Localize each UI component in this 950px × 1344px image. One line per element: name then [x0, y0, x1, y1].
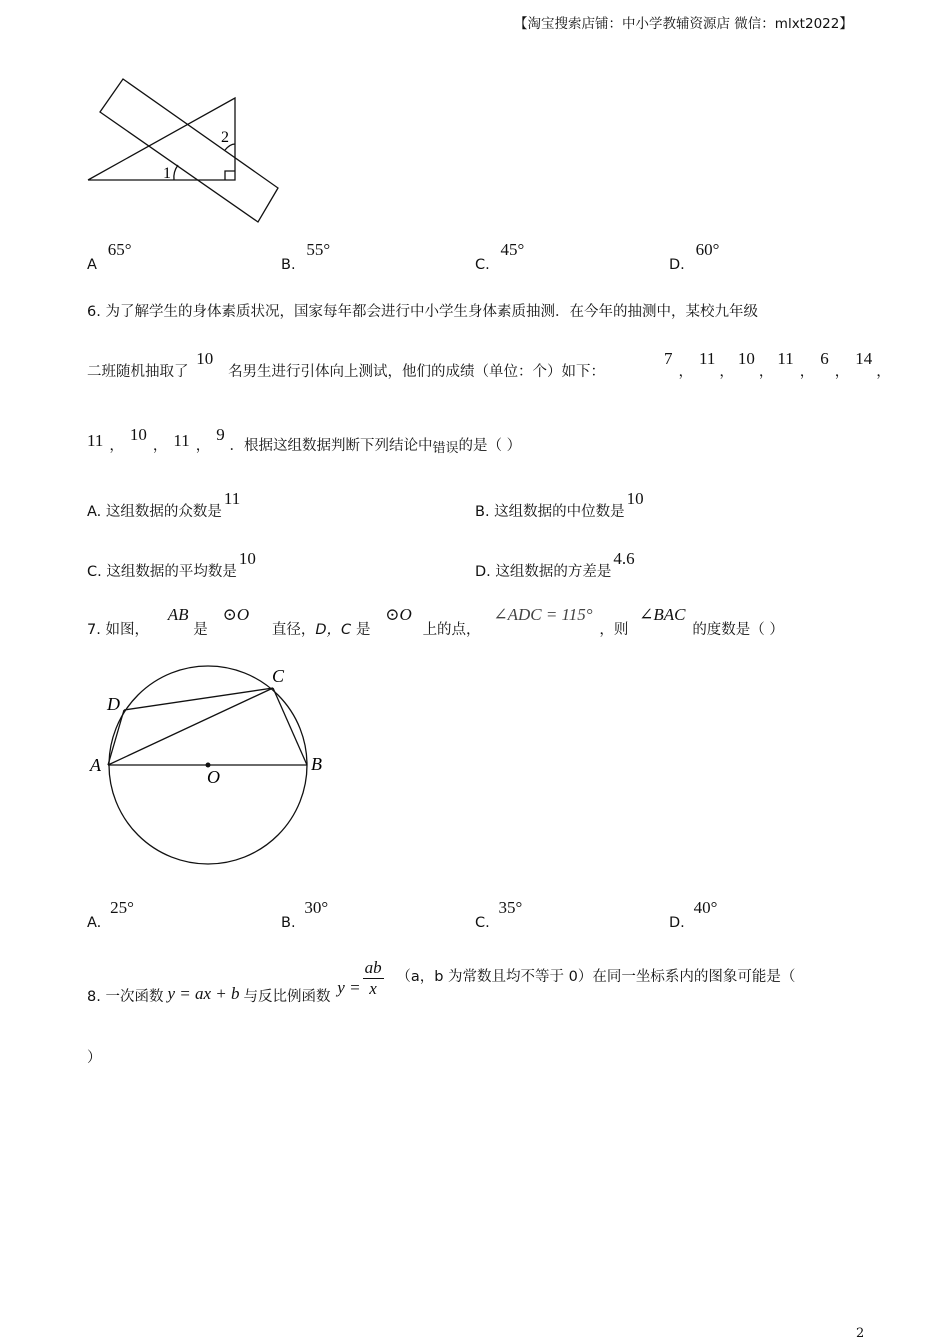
- option-text: D. 这组数据的方差是: [475, 564, 612, 580]
- q6-line3-end: 的是（ ）: [458, 438, 522, 454]
- q7-dc: D，C: [315, 622, 352, 638]
- q6-option-b[interactable]: [475, 488, 644, 520]
- option-letter: A.: [87, 915, 102, 931]
- option-letter: A: [87, 257, 97, 273]
- q7-angle-bac: ∠BAC: [639, 605, 686, 624]
- option-value: 60°: [695, 240, 720, 259]
- sep: ，: [109, 438, 124, 454]
- q7-prefix: 7. 如图，: [87, 622, 149, 638]
- score: 11: [173, 431, 190, 450]
- q6-line2: [87, 348, 606, 380]
- score: 11: [87, 431, 104, 450]
- option-text: C. 这组数据的平均数是: [87, 564, 237, 580]
- q7-circle-figure: [80, 655, 340, 875]
- q8-mid: 与反比例函数: [243, 988, 331, 1005]
- sep: ，: [834, 364, 850, 380]
- sep: ，: [678, 364, 693, 380]
- option-letter: D.: [669, 257, 685, 273]
- option-value: 65°: [107, 240, 132, 259]
- option-value: 10: [238, 549, 256, 568]
- q8-linear: y = ax + b: [167, 983, 240, 1003]
- ruler-strip: [100, 79, 278, 222]
- option-letter: B.: [281, 915, 296, 931]
- sep: ，: [758, 364, 774, 380]
- option-value: 25°: [110, 898, 134, 917]
- q7-option-d[interactable]: [669, 898, 718, 931]
- option-value: 10: [626, 489, 644, 508]
- q8-numerator: ab: [364, 958, 382, 977]
- score: 9: [216, 425, 225, 444]
- sep: ，: [876, 364, 891, 380]
- q6-option-a[interactable]: [87, 488, 241, 520]
- q7-onpoint: 上的点，: [422, 622, 481, 638]
- q6-count: 10: [196, 349, 214, 368]
- q5-option-d[interactable]: [669, 240, 720, 273]
- label-d: D: [107, 694, 120, 714]
- q8-prefix: 8. 一次函数: [87, 988, 164, 1005]
- q8-fraction: [363, 958, 384, 999]
- option-text: A. 这组数据的众数是: [87, 504, 222, 520]
- q7-option-c[interactable]: [475, 898, 523, 931]
- q8-tail: （a，b 为常数且均不等于 0）在同一坐标系内的图象可能是（: [396, 968, 796, 985]
- q7-ab: AB: [167, 605, 189, 624]
- label-a: A: [90, 755, 101, 775]
- triangle: [88, 98, 235, 180]
- q7-diameter: 直径，: [271, 622, 316, 638]
- option-value: 30°: [304, 898, 329, 917]
- chord-cb: [273, 688, 307, 765]
- option-text: B. 这组数据的中位数是: [475, 504, 625, 520]
- q7-is1: 是: [193, 622, 208, 638]
- score: 11: [777, 349, 794, 368]
- q8-y-eq: y =: [337, 977, 361, 997]
- option-value: 55°: [306, 240, 331, 259]
- right-angle-mark: [225, 171, 235, 180]
- q7-angle-adc: ∠ADC = 115°: [493, 605, 593, 624]
- label-c: C: [272, 666, 285, 686]
- q6-line2-mid: 名男生进行引体向上测试，他们的成绩（单位：个）如下：: [228, 364, 606, 380]
- score: 10: [129, 425, 147, 444]
- option-letter: C.: [475, 257, 490, 273]
- page-number: 2: [856, 1326, 865, 1341]
- q7-line: [87, 604, 784, 638]
- q6-emph: 错误: [432, 441, 459, 456]
- option-letter: D.: [669, 915, 685, 931]
- option-letter: C.: [475, 915, 490, 931]
- label-b: B: [311, 754, 322, 774]
- score: 14: [855, 349, 873, 368]
- q6-scores-line2: [664, 348, 891, 380]
- q5-option-b[interactable]: [281, 240, 331, 273]
- q7-is2: 是: [355, 622, 371, 638]
- option-value: 4.6: [613, 549, 635, 568]
- sep: ，: [195, 438, 211, 454]
- q6-line1: 6. 为了解学生的身体素质状况，国家每年都会进行中小学生身体素质抽测．在今年的抽测中，某校九年级: [87, 304, 758, 320]
- q6-option-d[interactable]: [475, 548, 635, 580]
- q6-option-c[interactable]: [87, 548, 256, 580]
- q8-close: ）: [87, 1050, 102, 1066]
- score: 10: [737, 349, 755, 368]
- label-o: O: [207, 767, 220, 787]
- q7-option-a[interactable]: [87, 898, 134, 931]
- label-2: 2: [221, 129, 229, 146]
- header-watermark: 【淘宝搜索店铺：中小学教辅资源店 微信：mlxt2022】: [514, 16, 853, 32]
- option-value: 35°: [498, 898, 523, 917]
- q5-figure: [80, 70, 290, 235]
- q7-circle1: ⊙O: [222, 605, 250, 624]
- q5-option-a[interactable]: [87, 240, 132, 273]
- chord-ad: [108, 710, 124, 765]
- option-letter: B.: [281, 257, 296, 273]
- q6-line2-pre: 二班随机抽取了: [87, 364, 189, 380]
- q7-degree: 的度数是（ ）: [692, 622, 784, 638]
- score: 6: [820, 349, 829, 368]
- q8-line: [87, 958, 796, 1005]
- q6-line3: [87, 424, 522, 456]
- sep: ，: [719, 364, 734, 380]
- sep: ，: [152, 438, 168, 454]
- option-value: 40°: [693, 898, 718, 917]
- score: 11: [699, 349, 716, 368]
- label-1: 1: [163, 165, 171, 182]
- score: 7: [664, 349, 673, 368]
- q7-then: ，则: [599, 622, 629, 638]
- q8-denominator: x: [369, 979, 377, 998]
- q7-option-b[interactable]: [281, 898, 329, 931]
- q5-option-c[interactable]: [475, 240, 525, 273]
- q6-line3-post: ．根据这组数据判断下列结论中: [229, 438, 433, 454]
- angle1-arc: [174, 165, 178, 180]
- option-value: 11: [223, 489, 241, 508]
- q7-circle2: ⊙O: [385, 605, 412, 624]
- sep: ，: [799, 364, 815, 380]
- option-value: 45°: [500, 240, 525, 259]
